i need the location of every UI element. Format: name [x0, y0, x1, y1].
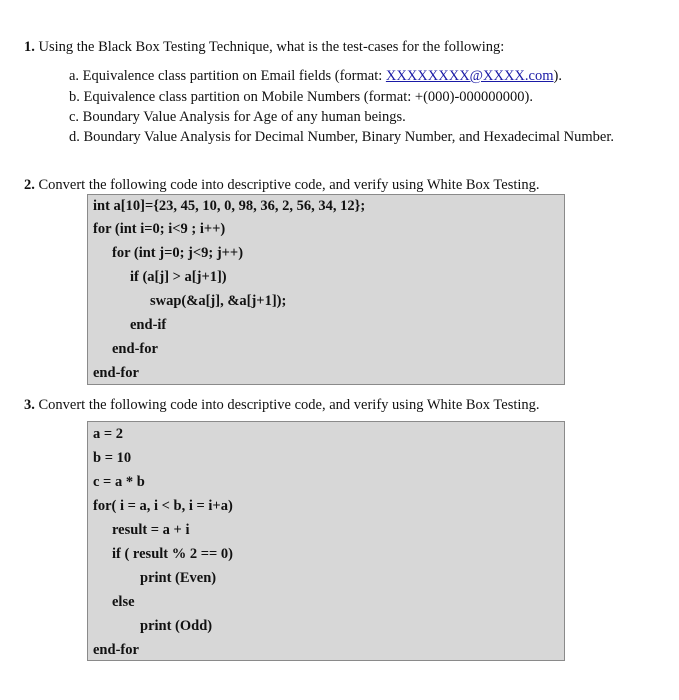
- question-1-number: 1.: [24, 39, 35, 55]
- code-line: int a[10]={23, 45, 10, 0, 98, 36, 2, 56, 34, 12};: [93, 198, 366, 214]
- code-line: for( i = a, i < b, i = i+a): [93, 498, 233, 514]
- code-line: for (int j=0; j<9; j++): [112, 245, 244, 261]
- question-3-number: 3.: [24, 397, 35, 413]
- code-block-3: [87, 421, 565, 661]
- question-3-text: Convert the following code into descriptive code, and verify using White Box Testing.: [38, 397, 540, 413]
- question-1: [24, 38, 504, 56]
- code-line: end-if: [130, 317, 167, 333]
- code-line: result = a + i: [112, 522, 190, 538]
- item-a-suffix: ).: [553, 68, 562, 84]
- question-1-item-a: [69, 67, 562, 85]
- code-line: swap(&a[j], &a[j+1]);: [150, 293, 287, 309]
- code-line: else: [112, 594, 135, 610]
- code-line: print (Odd): [140, 618, 213, 634]
- question-1-item-b: b. Equivalence class partition on Mobile Numbers (format: +(000)-000000000).: [69, 89, 534, 105]
- item-a-prefix: a. Equivalence class partition on Email fields (format:: [69, 68, 386, 84]
- code-line: if ( result % 2 == 0): [112, 546, 233, 562]
- question-1-text: Using the Black Box Testing Technique, what is the test-cases for the following:: [38, 39, 505, 55]
- question-1-item-c: c. Boundary Value Analysis for Age of any human beings.: [69, 109, 406, 125]
- question-2-number: 2.: [24, 177, 35, 193]
- code-block-2: [87, 194, 565, 385]
- code-line: print (Even): [140, 570, 217, 586]
- question-1-item-d: d. Boundary Value Analysis for Decimal Number, Binary Number, and Hexadecimal Number.: [69, 129, 615, 145]
- code-line: end-for: [112, 341, 158, 357]
- code-line: b = 10: [93, 450, 132, 466]
- code-line: for (int i=0; i<9 ; i++): [93, 221, 226, 237]
- question-2-text: Convert the following code into descriptive code, and verify using White Box Testing.: [38, 177, 540, 193]
- question-3: [24, 396, 540, 414]
- code-line: end-for: [93, 365, 139, 381]
- code-line: a = 2: [93, 426, 124, 442]
- code-line: end-for: [93, 642, 139, 658]
- email-format-link[interactable]: XXXXXXXX@XXXX.com: [385, 68, 554, 84]
- code-line: if (a[j] > a[j+1]): [130, 269, 227, 285]
- code-line: c = a * b: [93, 474, 145, 490]
- question-2: [24, 176, 540, 194]
